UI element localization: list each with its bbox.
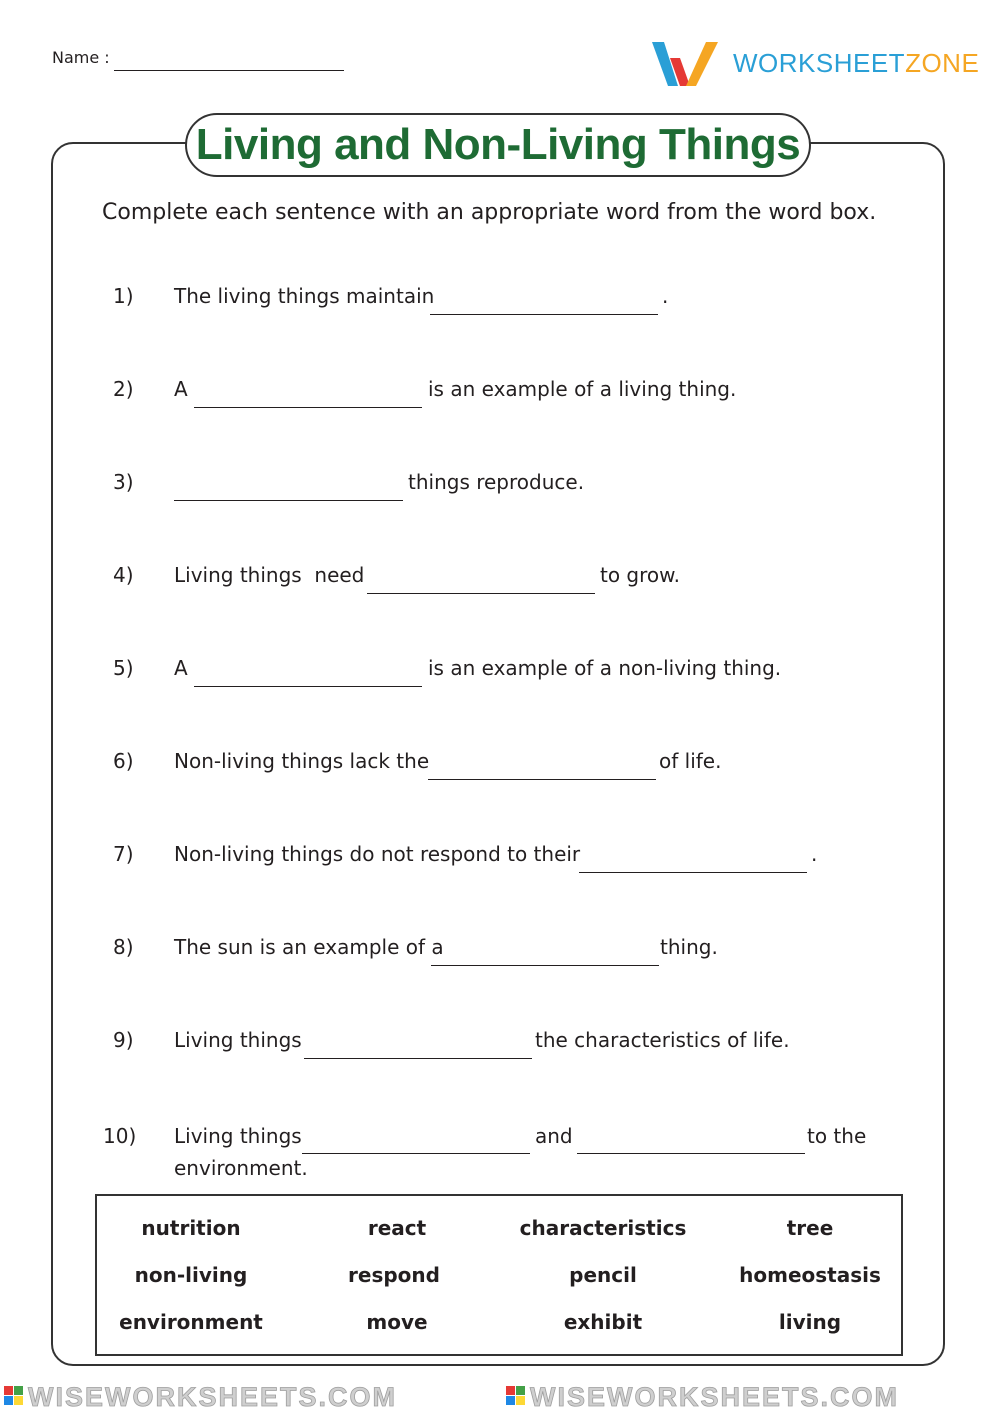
question-number: 5) [113, 656, 134, 680]
question-text-end: . [811, 842, 818, 866]
answer-blank[interactable] [367, 593, 595, 594]
word-bank-item: react [367, 1216, 427, 1240]
question-text-end: to the [807, 1124, 867, 1148]
word-bank-item: living [778, 1310, 842, 1334]
word-bank-item: environment [119, 1310, 263, 1334]
word-bank-item: pencil [569, 1263, 637, 1287]
answer-blank[interactable] [194, 407, 422, 408]
question-5 [0, 656, 1000, 696]
question-2 [0, 377, 1000, 417]
word-box [95, 1194, 903, 1356]
answer-blank[interactable] [430, 314, 658, 315]
question-text-end: things reproduce. [408, 470, 585, 494]
question-3 [0, 470, 1000, 510]
answer-blank[interactable] [302, 1153, 530, 1154]
word-bank-item: exhibit [563, 1310, 643, 1334]
word-bank-item: characteristics [519, 1216, 687, 1240]
question-number: 6) [113, 749, 134, 773]
question-number: 8) [113, 935, 134, 959]
question-text-end: to grow. [600, 563, 681, 587]
question-text-end: . [662, 284, 669, 308]
question-4 [0, 563, 1000, 603]
question-7 [0, 842, 1000, 882]
question-10 [0, 1124, 1000, 1188]
answer-blank[interactable] [304, 1058, 532, 1059]
question-text: The sun is an example of a [174, 935, 444, 959]
answer-blank[interactable] [428, 779, 656, 780]
word-bank-item: tree [786, 1216, 834, 1240]
name-field[interactable] [114, 70, 344, 71]
question-number: 1) [113, 284, 134, 308]
title-banner [185, 113, 811, 177]
question-number: 4) [113, 563, 134, 587]
question-number: 2) [113, 377, 134, 401]
question-text-end: is an example of a non-living thing. [428, 656, 782, 680]
watermark-text-1: WISEWORKSHEETS.COM [28, 1382, 398, 1412]
word-bank-item: nutrition [141, 1216, 241, 1240]
question-text-end: thing. [660, 935, 718, 959]
watermark-logo-icon [506, 1386, 525, 1405]
word-bank-item: non-living [134, 1263, 248, 1287]
name-label: Name : [52, 48, 110, 67]
question-text: Living things [174, 1028, 302, 1052]
answer-blank[interactable] [174, 500, 403, 501]
answer-blank[interactable] [577, 1153, 805, 1154]
question-number: 3) [113, 470, 134, 494]
watermark-logo-icon [4, 1386, 23, 1405]
question-text: Living things need [174, 563, 365, 587]
page-title: Living and Non-Living Things [195, 120, 801, 169]
question-text-line2: environment. [174, 1156, 308, 1180]
question-number: 9) [113, 1028, 134, 1052]
word-bank-item: respond [348, 1263, 440, 1287]
question-9 [0, 1028, 1000, 1068]
question-6 [0, 749, 1000, 789]
wiseworksheets-watermark [0, 1378, 1000, 1414]
question-1 [0, 284, 1000, 324]
question-text-end: is an example of a living thing. [428, 377, 737, 401]
question-text: Non-living things do not respond to their [174, 842, 581, 866]
answer-blank[interactable] [431, 965, 659, 966]
answer-blank[interactable] [579, 872, 807, 873]
question-text-middle: and [535, 1124, 573, 1148]
answer-blank[interactable] [194, 686, 422, 687]
watermark-text-2: WISEWORKSHEETS.COM [530, 1382, 900, 1412]
question-text: Non-living things lack the [174, 749, 430, 773]
question-text: A [174, 656, 188, 680]
question-number: 7) [113, 842, 134, 866]
question-text-end: the characteristics of life. [535, 1028, 790, 1052]
brand-name: WORKSHEETZONE [733, 48, 980, 78]
question-text: The living things maintain [174, 284, 435, 308]
word-bank-item: homeostasis [739, 1263, 881, 1287]
question-text-end: of life. [659, 749, 722, 773]
instructions: Complete each sentence with an appropriate word from the word box. [102, 200, 877, 225]
word-bank-item: move [366, 1310, 428, 1334]
question-number: 10) [103, 1124, 137, 1148]
question-8 [0, 935, 1000, 975]
question-text: A [174, 377, 188, 401]
question-text: Living things [174, 1124, 302, 1148]
